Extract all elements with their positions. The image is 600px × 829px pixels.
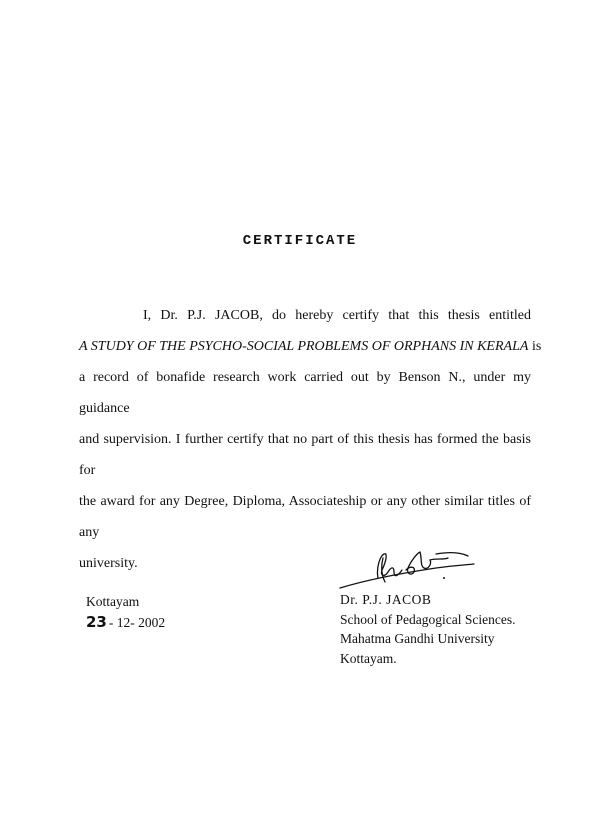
- body-line-3: a record of bonafide research work carried out by Benson N., under my guidance: [79, 370, 531, 416]
- date-day: 23: [86, 613, 107, 631]
- certificate-body: [79, 300, 542, 579]
- certificate-title: CERTIFICATE: [242, 233, 358, 249]
- body-line-5: the award for any Degree, Diploma, Associateship or any other similar titles of any: [79, 494, 531, 540]
- date-text: [86, 612, 165, 633]
- signatory-university: Mahatma Gandhi University: [340, 631, 495, 646]
- signatory-city: Kottayam.: [340, 650, 397, 666]
- body-line-4: and supervision. I further certify that no part of this thesis has formed the basis for: [79, 432, 531, 478]
- signatory-name: Dr. P.J. JACOB: [340, 592, 432, 607]
- body-line-2: [79, 331, 542, 362]
- signatory-block: [340, 590, 515, 668]
- body-line-1: I, Dr. P.J. JACOB, do hereby certify that this thesis entitled: [143, 308, 531, 323]
- place-text: Kottayam: [86, 594, 140, 609]
- date-rest: - 12- 2002: [108, 615, 166, 630]
- place-date-block: [86, 591, 165, 633]
- thesis-title: A STUDY OF THE PSYCHO-SOCIAL PROBLEMS OF ORPHANS IN KERALA: [79, 339, 529, 354]
- thesis-title-tail: is: [528, 339, 542, 354]
- signatory-school: School of Pedagogical Sciences.: [340, 611, 516, 627]
- body-line-6: university.: [79, 556, 138, 571]
- signature-image: [336, 548, 486, 592]
